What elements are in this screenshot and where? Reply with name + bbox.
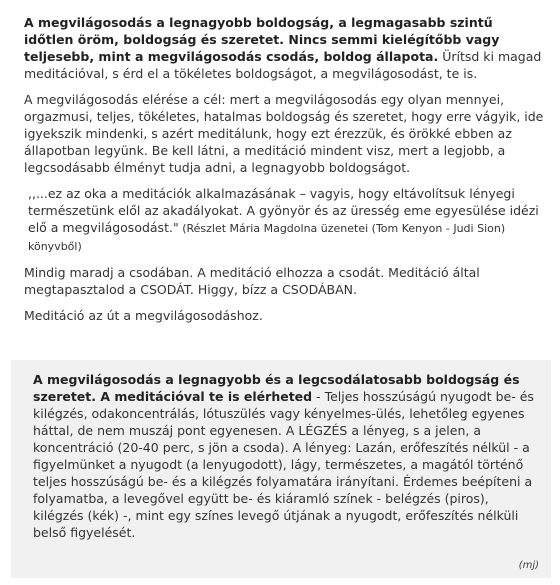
intro-text: Ürítsd ki magad meditációval, s érd el a tökéletes boldogságot, a megvilágosodást, te is. xyxy=(24,49,542,81)
signature: (mj) xyxy=(518,560,539,571)
path-paragraph: Meditáció az út a megvilágosodáshoz. xyxy=(24,308,263,323)
intro-paragraph xyxy=(24,14,544,82)
instruction-text xyxy=(33,371,538,541)
instruction-body-text: - Teljes hosszúságú nyugodt be- és kilégzés, odakoncentrálás, lótuszülés vagy kényelmes-ülés, lehetőleg egyenes háttal, de nem muszáj pont egyenesen. A LÉGZÉS a lényeg, s a jelen, a koncentráció (20-40 perc, s jön a csoda). A lényeg: Lazán, erőfeszítés nélkül - a figyelmünket a nyugodt (a lenyugodott), lágy, természetes, a magától történő teljes hosszúságú be- és a kilégzés folyamatára irányítani. Érdemes beépíteni a folyamatba, a levegővel együtt be- és kiáramló színek - belégzés (piros), kilégzés (kék) -, mint egy színes levegő útjának a nyugodt, erőfeszítés nélküli belső figyelését. xyxy=(33,389,534,540)
quote-paragraph xyxy=(24,185,544,255)
article-body xyxy=(24,14,544,333)
quote-source: (Részlet Mária Magdolna üzenetei (Tom Kenyon - Judi Sion) könyvből) xyxy=(28,222,506,253)
intro-bold-text: A megvilágosodás a legnagyobb boldogság, a legmagasabb szintű időtlen öröm, boldogság és szeretet. Nincs semmi kielégítőbb vagy teljesebb, mint a megvilágosodás csodás, boldog állapota. xyxy=(24,15,500,64)
wonder-paragraph: Mindig maradj a csodában. A meditáció elhozza a csodát. Meditáció által megtapasztalod a CSODÁT. Higgy, bízz a CSODÁBAN. xyxy=(24,265,480,297)
instruction-box xyxy=(11,360,551,578)
goal-paragraph: A megvilágosodás elérése a cél: mert a megvilágosodás egy olyan mennyei, orgazmusi, teljes, tökéletes, hatalmas boldogság és szeretet, hogy erre vágyik, ide igyekszik mindenki, s azért meditálunk, hogy ezt érezzük, és örökké ebben az állapotban legyünk. Be kell látni, a meditáció mindent visz, mert a legjobb, a legcsodásabb élményt tudja adni, a legnagyobb boldogságot. xyxy=(24,92,544,175)
instruction-bold-text: A megvilágosodás a legnagyobb és a legcsodálatosabb boldogság és szeretet. A meditációval te is elérheted xyxy=(33,372,520,404)
quote-text: ,,...ez az oka a meditációk alkalmazásának – vagyis, hogy eltávolítsuk lényegi természetünk elől az akadályokat. A gyönyör és az üresség eme egyesülése idézi elő a megvilágosodást." xyxy=(28,186,539,235)
